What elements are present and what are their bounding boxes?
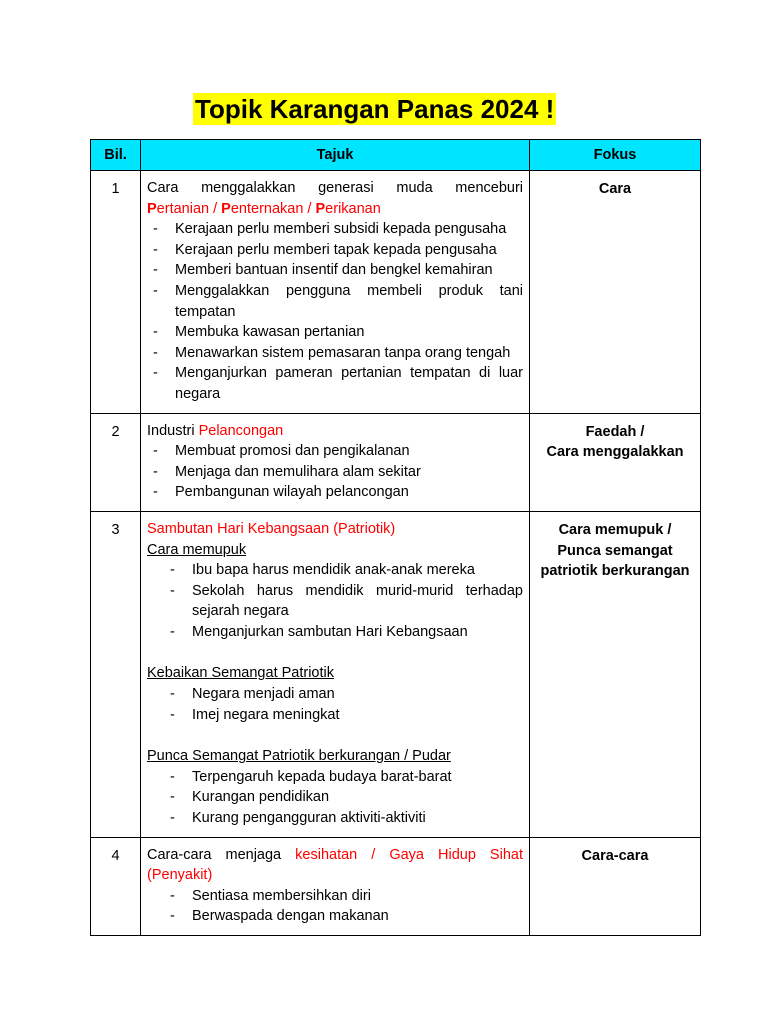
list-item: - Membuka kawasan pertanian xyxy=(147,322,523,343)
topic-title xyxy=(147,199,523,220)
list-item: - Imej negara meningkat xyxy=(147,705,523,726)
section-heading: Kebaikan Semangat Patriotik xyxy=(147,665,334,682)
topic-part: enternakan / xyxy=(230,200,316,217)
list-item: - Kurang pengangguran aktiviti-aktiviti xyxy=(147,808,523,829)
list-item: - Membuat promosi dan pengikalanan xyxy=(147,441,523,462)
topic-title: kesihatan / Gaya Hidup Sihat (Penyakit) xyxy=(147,846,523,884)
topic-intro: Industri xyxy=(147,422,199,439)
topic-title: Sambutan Hari Kebangsaan (Patriotik) xyxy=(147,520,396,537)
topic-cell xyxy=(141,171,530,414)
point-list xyxy=(147,886,523,927)
topic-cell xyxy=(141,837,530,935)
list-item: - Menganjurkan sambutan Hari Kebangsaan xyxy=(147,622,523,643)
point-list xyxy=(147,560,523,642)
topic-initial: P xyxy=(315,200,326,217)
list-item: - Pembangunan wilayah pelancongan xyxy=(147,482,523,503)
document-title: Topik Karangan Panas 2024 ! xyxy=(195,94,555,124)
list-item: - Ibu bapa harus mendidik anak-anak mereka xyxy=(147,560,523,581)
header-fokus: Fokus xyxy=(530,140,701,171)
topic-part: erikanan xyxy=(325,200,381,217)
header-bil: Bil. xyxy=(91,140,141,171)
topic-initial: P xyxy=(221,200,231,217)
list-item: - Negara menjadi aman xyxy=(147,684,523,705)
point-list xyxy=(147,684,523,725)
topic-initial: P xyxy=(147,200,157,217)
topic-cell xyxy=(141,511,530,837)
point-list xyxy=(147,441,523,503)
topics-table xyxy=(90,139,701,936)
row-number: 4 xyxy=(91,837,141,935)
focus-cell: Cara xyxy=(530,171,701,414)
list-item: - Kerajaan perlu memberi tapak kepada pengusaha xyxy=(147,240,523,261)
topic-title: Pelancongan xyxy=(198,422,284,439)
list-item: - Kerajaan perlu memberi subsidi kepada pengusaha xyxy=(147,219,523,240)
focus-cell: Cara memupuk / Punca semangat patriotik berkurangan xyxy=(530,511,701,837)
section-heading: Cara memupuk xyxy=(147,541,247,558)
list-item: - Menganjurkan pameran pertanian tempatan di luar negara xyxy=(147,363,523,404)
topic-heading xyxy=(147,845,523,886)
topic-cell xyxy=(141,413,530,511)
topic-intro: Cara menggalakkan generasi muda menceburi xyxy=(147,180,523,196)
row-number: 3 xyxy=(91,511,141,837)
header-tajuk: Tajuk xyxy=(141,140,530,171)
list-item: - Menggalakkan pengguna membeli produk tani tempatan xyxy=(147,281,523,322)
focus-cell: Faedah / Cara menggalakkan xyxy=(530,413,701,511)
row-number: 2 xyxy=(91,413,141,511)
topic-intro: Cara-cara menjaga xyxy=(147,846,296,863)
table-row xyxy=(91,511,701,837)
point-list xyxy=(147,767,523,829)
focus-cell: Cara-cara xyxy=(530,837,701,935)
list-item: - Sentiasa membersihkan diri xyxy=(147,886,523,907)
list-item: - Kurangan pendidikan xyxy=(147,787,523,808)
section-heading: Punca Semangat Patriotik berkurangan / Pudar xyxy=(147,748,451,765)
topic-heading xyxy=(147,421,523,442)
table-row xyxy=(91,837,701,935)
point-list xyxy=(147,219,523,404)
list-item: - Sekolah harus mendidik murid-murid terhadap sejarah negara xyxy=(147,581,523,622)
table-header-row xyxy=(91,140,701,171)
table-row xyxy=(91,413,701,511)
list-item: - Menawarkan sistem pemasaran tanpa orang tengah xyxy=(147,343,523,364)
table-row xyxy=(91,171,701,414)
list-item: - Terpengaruh kepada budaya barat-barat xyxy=(147,767,523,788)
topic-part: ertanian / xyxy=(156,200,222,217)
list-item: - Menjaga dan memulihara alam sekitar xyxy=(147,462,523,483)
list-item: - Memberi bantuan insentif dan bengkel kemahiran xyxy=(147,260,523,281)
row-number: 1 xyxy=(91,171,141,414)
list-item: - Berwaspada dengan makanan xyxy=(147,906,523,927)
